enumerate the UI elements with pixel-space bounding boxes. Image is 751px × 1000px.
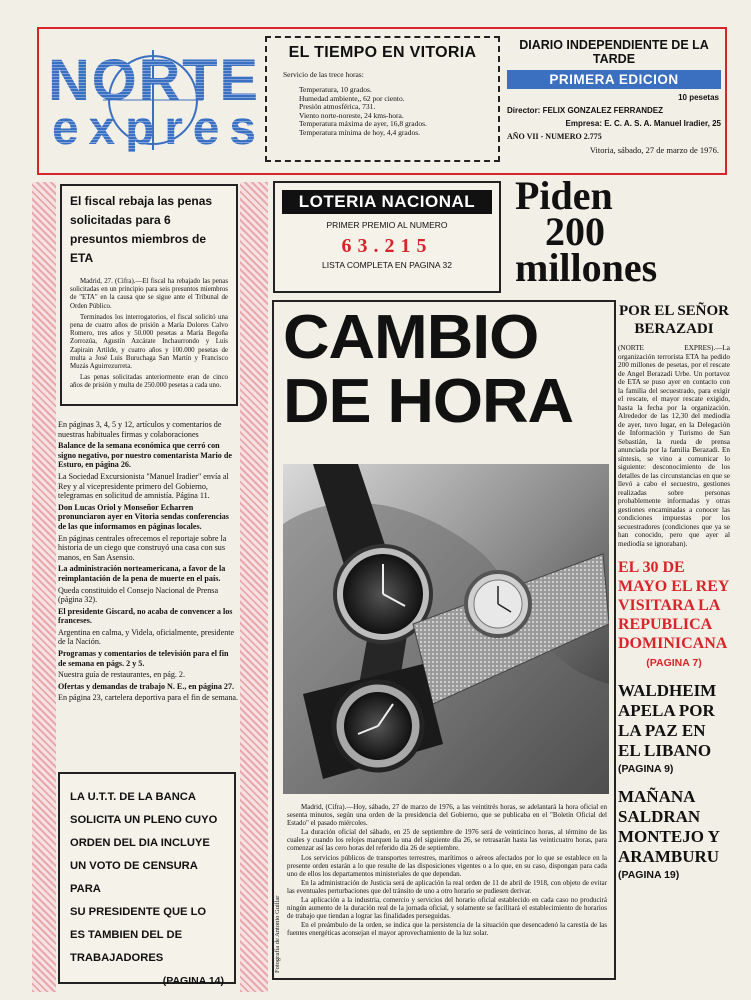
- weather-line: Temperatura máxima de ayer, 16,8 grados.: [299, 119, 427, 129]
- main-paragraph: Los servicios públicos de transportes terrestres, marítimos o aéreos afectados por lo que se establece en la presente orden estarán a lo que resulte de las disposiciones vigentes o a lo que, en su caso, dispongan para cada uno de ellos los departamentos ministeriales de que dependan.: [287, 853, 607, 878]
- summary-item: La administración norteamericana, a favor de la reimplantación de la pena de muerte en el país.: [58, 564, 226, 583]
- photo-credit-text: [271, 840, 281, 975]
- weather-line: Humedad ambiente,, 62 por ciento.: [299, 93, 405, 103]
- decorative-strip-middle: [240, 182, 268, 992]
- main-headline-line: DE HORA: [283, 367, 574, 436]
- fiscal-paragraph: Madrid, 27. (Cifra).—El fiscal ha rebajado las penas solicitadas en un principio para seis presuntos miembros de "ETA" en la causa que se sigue ante el Tribunal de Orden Público.: [70, 278, 228, 310]
- loteria-box: [273, 181, 501, 293]
- piden-line: 200: [545, 209, 605, 254]
- utt-line: LA U.T.T. DE LA BANCA: [70, 791, 196, 803]
- utt-line: UN VOTO DE CENSURA PARA: [70, 860, 198, 895]
- price: 10 pesetas: [678, 93, 719, 102]
- photo-credit: [271, 840, 281, 975]
- summary-item: Programas y comentarios de televisión para el fin de semana en págs. 2 y 5.: [58, 649, 229, 668]
- weather-line: Presión atmosférica, 731.: [299, 102, 376, 112]
- utt-line: TRABAJADORES: [70, 952, 164, 964]
- piden-line: millones: [515, 245, 658, 290]
- weather-box: [265, 36, 500, 162]
- weather-line: Viento norte-noreste, 24 kms-hora.: [299, 110, 404, 120]
- director: Director: FELIX GONZALEZ FERRANDEZ: [507, 106, 664, 115]
- loteria-title: LOTERIA NACIONAL: [282, 190, 492, 214]
- weather-line: Temperatura, 10 grados.: [299, 85, 372, 94]
- main-paragraph: En la administración de Justicia será de aplicación la real orden de 11 de abril de 1918, con objeto de evitar las eventuales perturbaciones que del tránsito de uno a otro horario se pudiesen derivar.: [287, 878, 607, 895]
- logo-text-expres: expres: [52, 102, 256, 152]
- summary-item: La Sociedad Excursionista "Manuel Iradier" envía al Rey y al vicepresidente primero del Gobierno, telegramas en solicitud de amnistía. Página 11.: [58, 471, 229, 501]
- main-article-body: [287, 803, 607, 939]
- issue-date: Vitoria, sábado, 27 de marzo de 1976.: [589, 145, 719, 155]
- utt-box: [58, 772, 236, 987]
- summary-item: Balance de la semana económica que cerró con signo negativo, por nuestro comentarista Mario de Esturo, en página 26.: [58, 441, 232, 470]
- waldheim-headline: WALDHEIM APELA POR LA PAZ EN EL LIBANO: [618, 681, 717, 760]
- waldheim-page-ref: (PAGINA 9): [618, 763, 674, 775]
- montejo-page-ref: (PAGINA 19): [618, 869, 680, 881]
- rey-page-ref: (PAGINA 7): [646, 657, 702, 669]
- summary-item: Argentina en calma, y Videla, oficialmente, presidente de la Nación.: [58, 627, 235, 647]
- logo-text-norte: NORTE: [48, 48, 258, 113]
- logo-graphic: [46, 42, 261, 152]
- main-paragraph: La aplicación a la industria, comercio y servicios del horario oficial establecido en cada caso no producirá ningún aumento de la duración real de la jornada oficial, y solamente se facilitará el establecimiento de horarios de trabajo que tiendan a lograr las finalidades perseguidas.: [287, 896, 607, 921]
- summary-column: [58, 420, 238, 780]
- main-paragraph: Madrid, (Cifra).—Hoy, sábado, 27 de marzo de 1976, a las veintitrés horas, se adelantará la hora oficial en sesenta minutos, según una orden de la presidencia del Gobierno, que se publicaba en el "Boletín Oficial del Estado" el pasado miércoles.: [287, 803, 607, 828]
- photo-credit-label: Fotografía de Antonio Guillar: [274, 895, 281, 973]
- tagline: DIARIO INDEPENDIENTE DE LA TARDE: [519, 38, 709, 66]
- summary-item: En páginas 3, 4, 5 y 12, artículos y comentarios de nuestras habituales firmas y colaboraciones: [58, 420, 222, 439]
- main-headline-line: CAMBIO: [283, 303, 539, 372]
- decorative-strip-left: [32, 182, 56, 992]
- loteria-subtitle: PRIMER PREMIO AL NUMERO: [326, 220, 448, 230]
- rey-headline: EL 30 DE MAYO EL REY VISITARA LA REPUBLICA DOMINICANA: [618, 559, 729, 652]
- loteria-list-ref: LISTA COMPLETA EN PAGINA 32: [322, 260, 452, 270]
- loteria-number: 63.215: [341, 235, 433, 257]
- masthead-info: [505, 36, 723, 166]
- fiscal-paragraph: Terminados los interrogatorios, el fiscal solicitó una pena de cuatro años de prisión a María Dolores Calvo Romero, tres años y 50.000 pesetas a María Begoña Zorrozúa, Agustín Azcárate Inchaurrondo y Luis Zapirain Artilde, y cuatro años y 100.000 pesetas de multa a José Luis Buruchaga San Martín y Francisco Muzás Aguirrezurreta.: [70, 313, 228, 371]
- piden-line: Piden: [515, 173, 613, 218]
- summary-item: Queda constituido el Consejo Nacional de Prensa (página 32).: [58, 585, 219, 605]
- berazadi-body: (NORTE EXPRES).—La organización terrorista ETA ha pedido 200 millones de pesetas, por el rescate de Angel Berazadi Urbe. Un portavoz de ETA se puso ayer en contacto con la familia del secuestrado, para exigir el rescate, el mayor rescate exigido, hasta la fecha por la organización. Alrededor de las 12,30 del mediodía de ayer, tuvo lugar, en la Delegación de Información y Turismo de San Sebastián, la rueda de prensa anunciada por la familia Berazadi. En síntesis, se vino a comunicar lo siguiente: desconocimiento de los detalles de las circunstancias en que se llevó a cabo el secuestro, gestiones realizadas sobre personas probablemente informadas y otras gestiones encaminadas a conocer las condiciones impuestas por los secuestradores (condiciones que ya se han conocido, pero que ayer al mediodía se ignoraban).: [618, 344, 730, 548]
- summary-item: Ofertas y demandas de trabajo N. E., en página 27.: [58, 681, 235, 691]
- fiscal-article: [60, 184, 238, 406]
- summary-item: Don Lucas Oriol y Monseñor Echarren pronunciaron ayer en Vitoria sendas conferencias de las que informamos en páginas locales.: [58, 502, 229, 531]
- weather-service: Servicio de las trece horas:: [283, 70, 364, 79]
- main-paragraph: La duración oficial del sábado, en 25 de septiembre de 1976 será de veinticinco horas, al término de las cuales y cuando los relojes marquen la una del siguiente día 26, se retrasarán hasta las veinticuatro horas, para comenzar así las cero horas del referido día 26 de septiembre.: [287, 828, 607, 853]
- montejo-headline: MAÑANA SALDRAN MONTEJO Y ARAMBURU: [618, 787, 720, 866]
- weather-line: Temperatura mínima de hoy, 4,4 grados.: [299, 127, 421, 137]
- edition-banner: PRIMERA EDICION: [507, 70, 721, 89]
- summary-item: El presidente Giscard, no acaba de convencer a los franceses.: [58, 606, 233, 626]
- summary-item: En página 23, cartelera deportiva para el fin de semana.: [58, 693, 238, 703]
- utt-line: ORDEN DEL DIA INCLUYE: [70, 837, 210, 849]
- empresa: Empresa: E. C. A. S. A. Manuel Iradier, 25: [565, 119, 721, 128]
- weather-title: EL TIEMPO EN VITORIA: [288, 44, 477, 61]
- issue-number: AÑO VII - NUMERO 2.775: [507, 132, 602, 141]
- berazadi-headline: POR EL SEÑOR BERAZADI: [618, 303, 730, 337]
- piden-headline: [515, 173, 720, 296]
- fiscal-headline: El fiscal rebaja las penas solicitadas para 6 presuntos miembros de ETA: [70, 194, 213, 265]
- main-paragraph: En el preámbulo de la orden, se indica que la persistencia de la situación que desencadenó la carestía de las fuentes energéticas aconsejan el mayor aprovechamiento de la luz solar.: [287, 921, 607, 938]
- utt-line: SOLICITA UN PLENO CUYO: [70, 814, 218, 826]
- fiscal-paragraph: Las penas solicitadas anteriormente eran de cinco años de prisión y multa de 250.000 pesetas a cada uno.: [70, 374, 228, 390]
- watches-photo: [283, 464, 609, 794]
- main-headline: [283, 303, 622, 436]
- utt-page-ref: (PAGINA 14): [162, 975, 224, 987]
- utt-line: ES TAMBIEN DEL DE: [70, 929, 183, 941]
- watches-illustration: [283, 464, 609, 794]
- summary-item: En páginas centrales ofrecemos el reportaje sobre la historia de un ciego que construyó una casa con sus manos, en San Asensio.: [58, 533, 227, 562]
- right-column: [618, 300, 730, 881]
- summary-item: Nuestra guía de restaurantes, en pág. 2.: [58, 670, 185, 680]
- utt-line: SU PRESIDENTE QUE LO: [70, 906, 207, 918]
- norte-expres-logo: [46, 42, 261, 152]
